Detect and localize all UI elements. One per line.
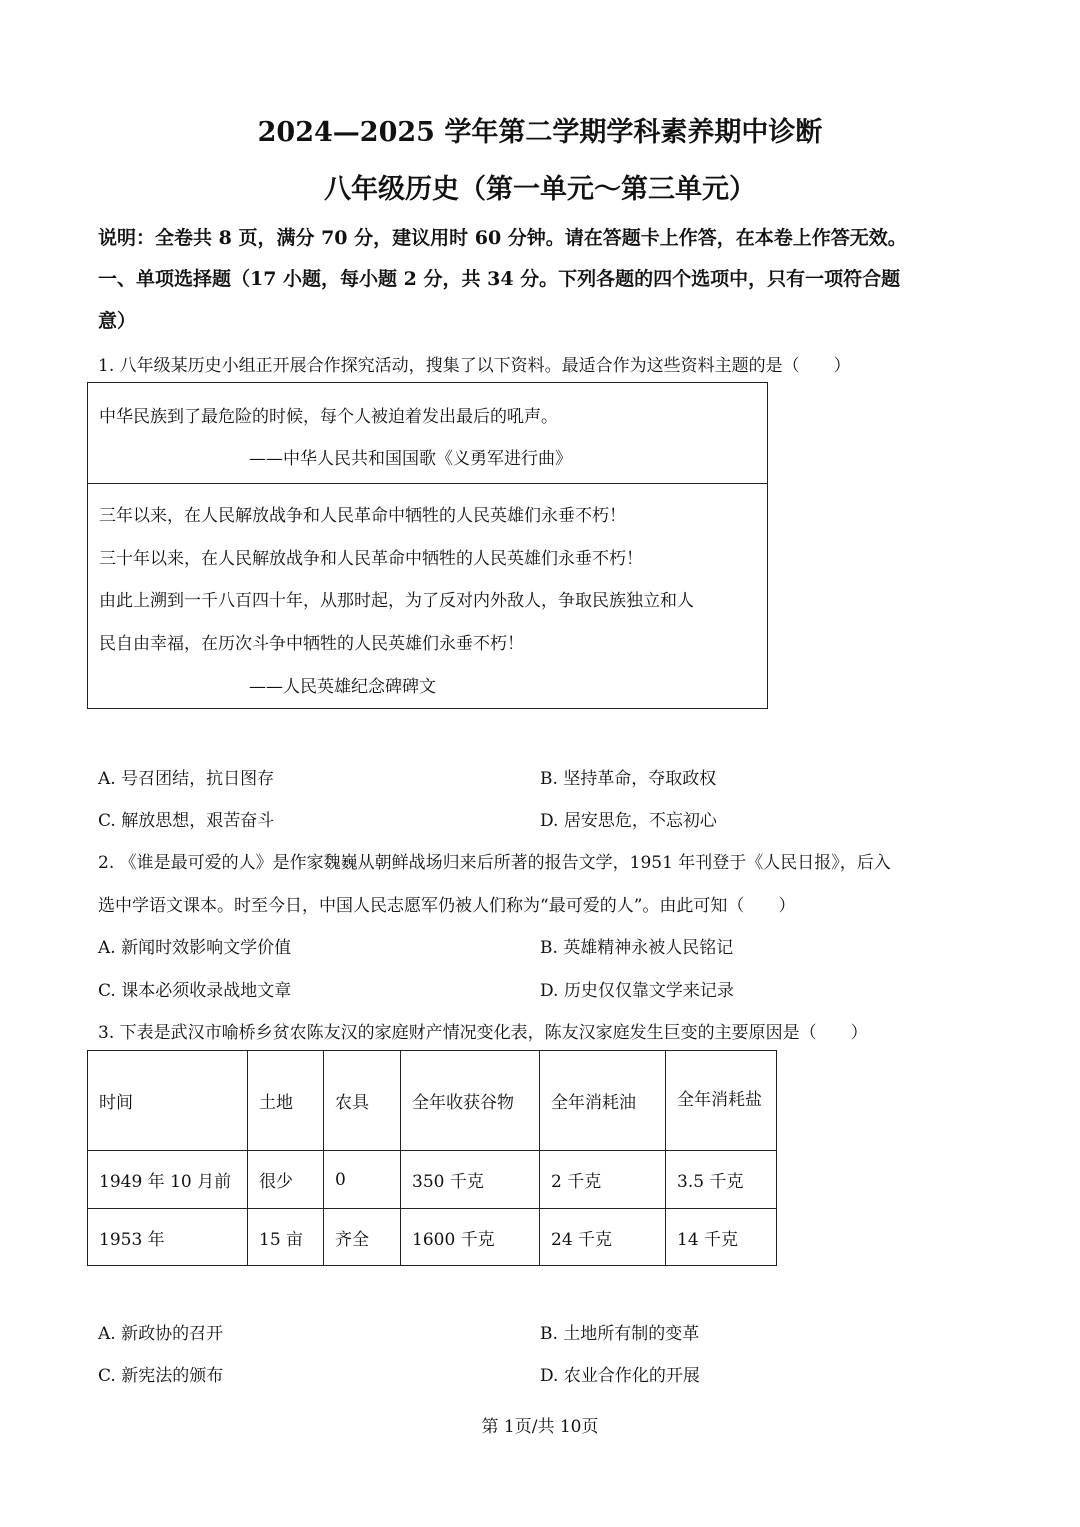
q2-option-d[interactable]: D. 历史仅仅靠文学来记录 — [540, 981, 734, 1001]
q1-option-a[interactable]: A. 号召团结，抗日图存 — [98, 769, 275, 789]
section-heading-line1: 一、单项选择题（17 小题，每小题 2 分，共 34 分。下列各题的四个选项中，只有一项符合题 — [98, 268, 901, 290]
q2-option-b[interactable]: B. 英雄精神永被人民铭记 — [540, 938, 734, 958]
q2-stem-line2: 选中学语文课本。时至今日，中国人民志愿军仍被人们称为“最可爱的人”。由此可知（ ） — [98, 896, 796, 916]
table-cell: 齐全 — [324, 1209, 401, 1266]
q1-material2-line: 三年以来，在人民解放战争和人民革命中牺牲的人民英雄们永垂不朽！ — [99, 506, 626, 526]
q1-option-b[interactable]: B. 坚持革命，夺取政权 — [540, 769, 717, 789]
q3-option-c[interactable]: C. 新宪法的颁布 — [98, 1366, 224, 1386]
table-cell: 1949 年 10 月前 — [88, 1151, 248, 1209]
exam-title: 2024—2025 学年第二学期学科素养期中诊断 — [257, 117, 823, 148]
exam-subtitle: 八年级历史（第一单元～第三单元） — [324, 174, 756, 205]
page-number: 第 1页/共 10页 — [481, 1417, 599, 1437]
q1-material1-source: ——中华人民共和国国歌《义勇军进行曲》 — [249, 449, 572, 469]
table-row — [88, 1151, 777, 1209]
q1-stem: 1. 八年级某历史小组正开展合作探究活动，搜集了以下资料。最适合作为这些资料主题的是（ ） — [98, 356, 851, 376]
table-header-cell: 时间 — [88, 1051, 248, 1151]
q1-option-d[interactable]: D. 居安思危，不忘初心 — [540, 811, 717, 831]
q3-stem: 3. 下表是武汉市喻桥乡贫农陈友汉的家庭财产情况变化表，陈友汉家庭发生巨变的主要原因是（ ） — [98, 1023, 868, 1043]
q3-option-b[interactable]: B. 土地所有制的变革 — [540, 1324, 700, 1344]
q2-option-c[interactable]: C. 课本必须收录战地文章 — [98, 981, 292, 1001]
section-heading-line2: 意） — [98, 310, 137, 332]
q1-material2-line: 由此上溯到一千八百四十年，从那时起，为了反对内外敌人，争取民族独立和人 — [99, 591, 694, 611]
table-cell: 14 千克 — [666, 1209, 777, 1266]
table-cell: 24 千克 — [540, 1209, 666, 1266]
table-row — [88, 1209, 777, 1266]
q2-stem-line1: 2. 《谁是最可爱的人》是作家魏巍从朝鲜战场归来后所著的报告文学，1951 年刊登于《人民日报》，后入 — [98, 853, 891, 873]
table-header-cell: 全年消耗盐 — [666, 1051, 777, 1151]
instructions: 说明：全卷共 8 页，满分 70 分，建议用时 60 分钟。请在答题卡上作答，在本卷上作答无效。 — [98, 227, 907, 249]
table-header-cell: 土地 — [248, 1051, 324, 1151]
q2-option-a[interactable]: A. 新闻时效影响文学价值 — [98, 938, 292, 958]
q1-option-c[interactable]: C. 解放思想，艰苦奋斗 — [98, 811, 275, 831]
table-cell: 3.5 千克 — [666, 1151, 777, 1209]
q3-option-d[interactable]: D. 农业合作化的开展 — [540, 1366, 700, 1386]
table-cell: 1953 年 — [88, 1209, 248, 1266]
q1-material2-source: ——人民英雄纪念碑碑文 — [249, 677, 436, 697]
q1-material-box — [87, 382, 768, 709]
q1-material2-line: 民自由幸福，在历次斗争中牺牲的人民英雄们永垂不朽！ — [99, 634, 524, 654]
table-header-row — [88, 1051, 777, 1151]
table-cell: 350 千克 — [401, 1151, 540, 1209]
table-header-cell: 全年消耗油 — [540, 1051, 666, 1151]
table-cell: 15 亩 — [248, 1209, 324, 1266]
table-cell: 2 千克 — [540, 1151, 666, 1209]
q1-material-divider — [88, 483, 767, 484]
table-cell: 0 — [324, 1151, 401, 1209]
q3-asset-table — [87, 1050, 777, 1266]
q3-option-a[interactable]: A. 新政协的召开 — [98, 1324, 224, 1344]
table-header-cell: 农具 — [324, 1051, 401, 1151]
table-cell: 1600 千克 — [401, 1209, 540, 1266]
table-header-cell: 全年收获谷物 — [401, 1051, 540, 1151]
table-cell: 很少 — [248, 1151, 324, 1209]
q1-material1-text: 中华民族到了最危险的时候，每个人被迫着发出最后的吼声。 — [99, 407, 558, 427]
q1-material2-line: 三十年以来，在人民解放战争和人民革命中牺牲的人民英雄们永垂不朽！ — [99, 549, 643, 569]
